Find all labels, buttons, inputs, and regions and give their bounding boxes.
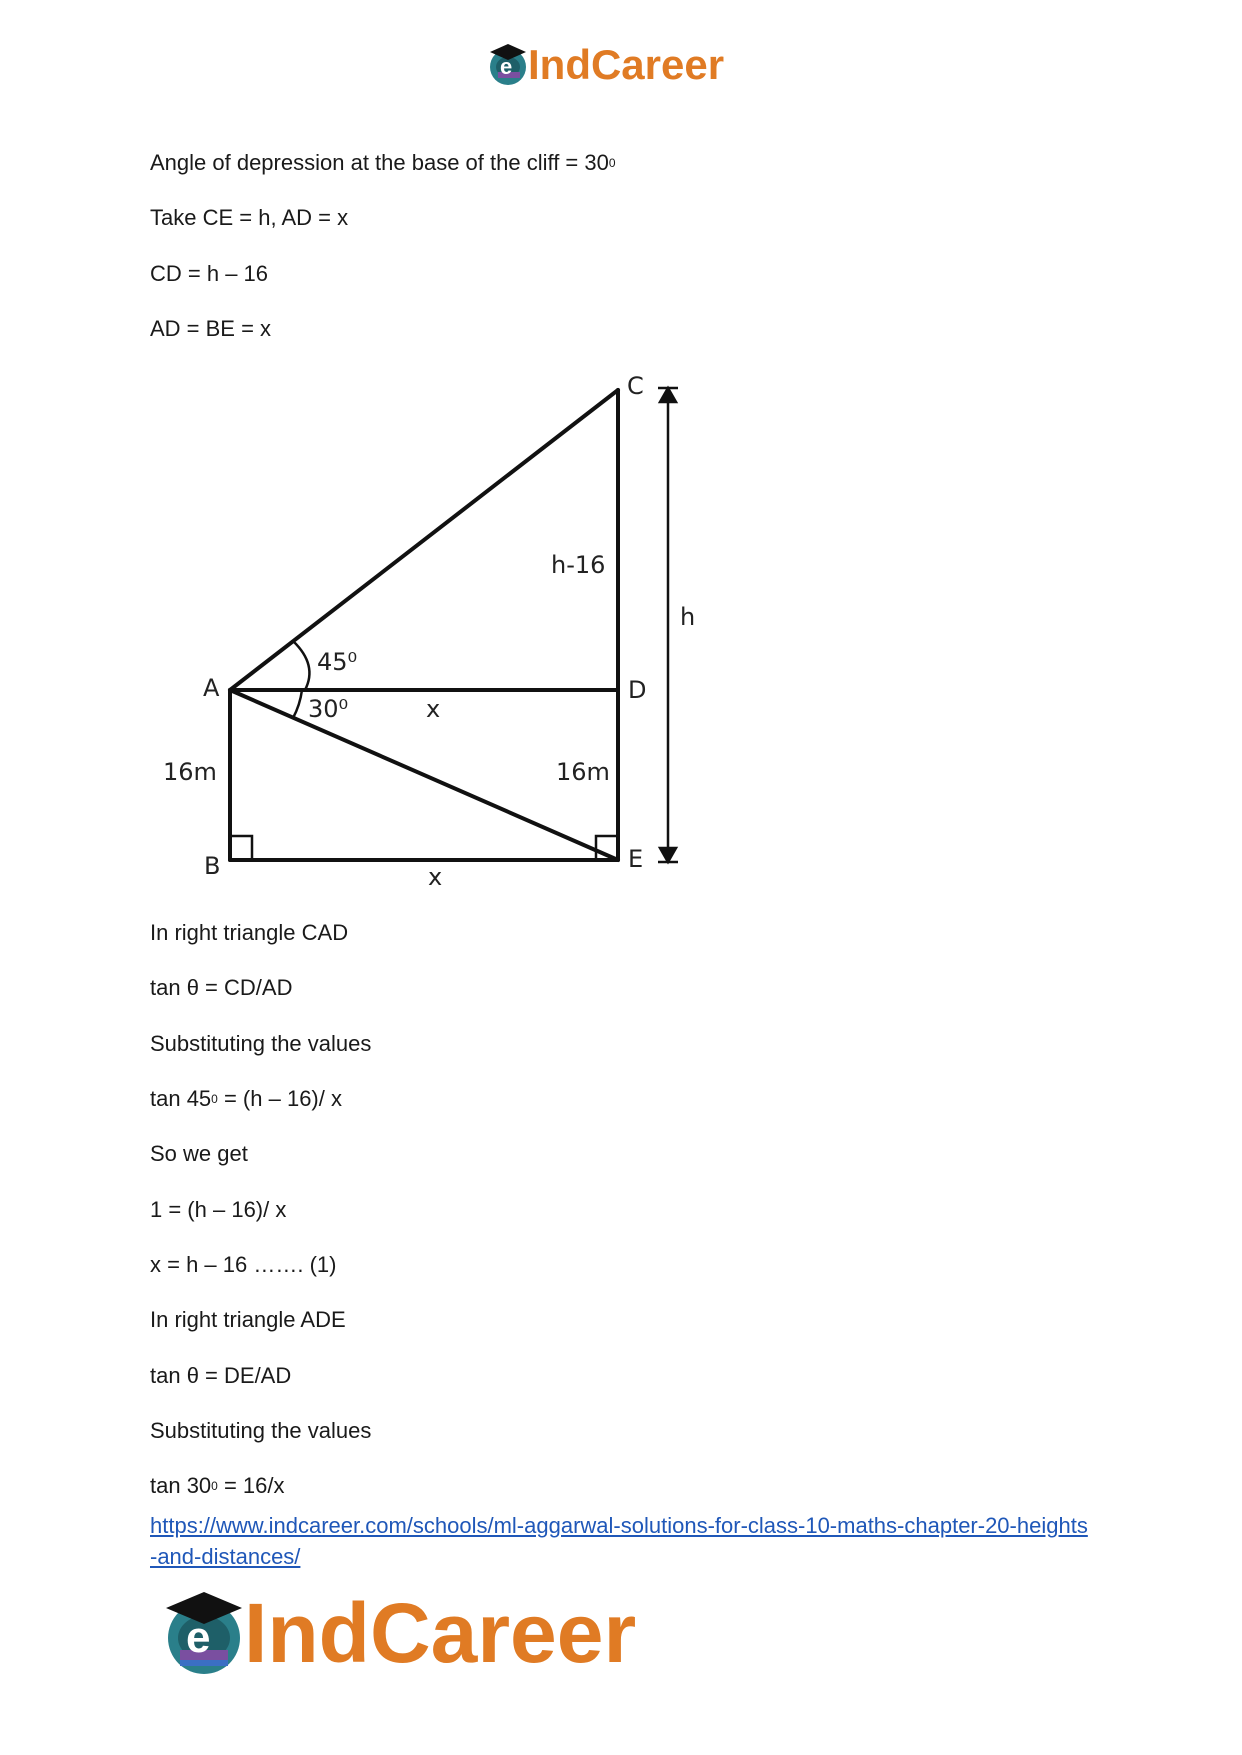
text-line: So we get: [150, 1141, 248, 1166]
angle-arc-45: [293, 641, 309, 690]
text-line: tan θ = CD/AD: [150, 975, 293, 1000]
right-angle-B: [230, 836, 252, 860]
triangle-diagram: [0, 360, 1242, 920]
label-h-16: h-16: [551, 551, 606, 579]
text-line: In right triangle CAD: [150, 920, 349, 945]
footer-logo-text: IndCareer: [244, 1586, 637, 1680]
text-line: In right triangle ADE: [150, 1307, 346, 1332]
text-line: Substituting the values: [150, 1418, 372, 1443]
label-h: h: [680, 603, 696, 631]
text-run: = (h – 16)/ x: [217, 1086, 342, 1111]
svg-text:e: e: [186, 1613, 211, 1662]
text-line: 1 = (h – 16)/ x: [150, 1197, 287, 1222]
text-line: CD = h – 16: [150, 261, 269, 286]
graduation-cap-icon: [486, 42, 530, 88]
text-line: x = h – 16 ……. (1): [150, 1252, 337, 1277]
superscript: 0: [608, 156, 616, 170]
angle-arc-30: [293, 690, 302, 718]
text-run: Angle of depression at the base of the cliff = 30: [150, 150, 609, 175]
label-x-bottom: x: [428, 863, 443, 891]
label-16m-left: 16m: [163, 758, 217, 786]
text-run: tan 45: [150, 1086, 212, 1111]
svg-text:e: e: [500, 54, 513, 79]
header-logo-text: IndCareer: [528, 41, 725, 88]
superscript: 0: [211, 1092, 218, 1106]
text-line: [150, 1473, 285, 1499]
text-line: Take CE = h, AD = x: [150, 205, 349, 230]
source-link[interactable]: https://www.indcareer.com/schools/ml-aggarwal-solutions-for-class-10-maths-chapter-20-heights-and-distances/: [150, 1513, 1088, 1569]
label-16m-right: 16m: [556, 758, 610, 786]
label-angle-45: 45⁰: [317, 648, 358, 676]
arrow-up-icon: [660, 388, 676, 402]
superscript: 0: [211, 1479, 218, 1493]
text-line: Substituting the values: [150, 1031, 372, 1056]
label-D: D: [628, 676, 647, 704]
text-line: tan θ = DE/AD: [150, 1363, 292, 1388]
text-run: tan 30: [150, 1473, 212, 1498]
label-angle-30: 30⁰: [308, 695, 349, 723]
label-C: C: [627, 372, 644, 400]
text-line: AD = BE = x: [150, 316, 272, 341]
label-A: A: [203, 674, 220, 702]
label-x-mid: x: [426, 695, 441, 723]
text-run: = 16/x: [217, 1473, 285, 1498]
label-B: B: [204, 852, 221, 880]
arrow-down-icon: [660, 848, 676, 862]
line-AC: [230, 390, 618, 690]
footer-logo: [160, 1588, 720, 1678]
header-logo: [486, 40, 766, 90]
graduation-cap-icon: [160, 1588, 250, 1678]
label-E: E: [628, 845, 644, 873]
text-line: [150, 1086, 342, 1112]
text-line: [150, 150, 616, 176]
